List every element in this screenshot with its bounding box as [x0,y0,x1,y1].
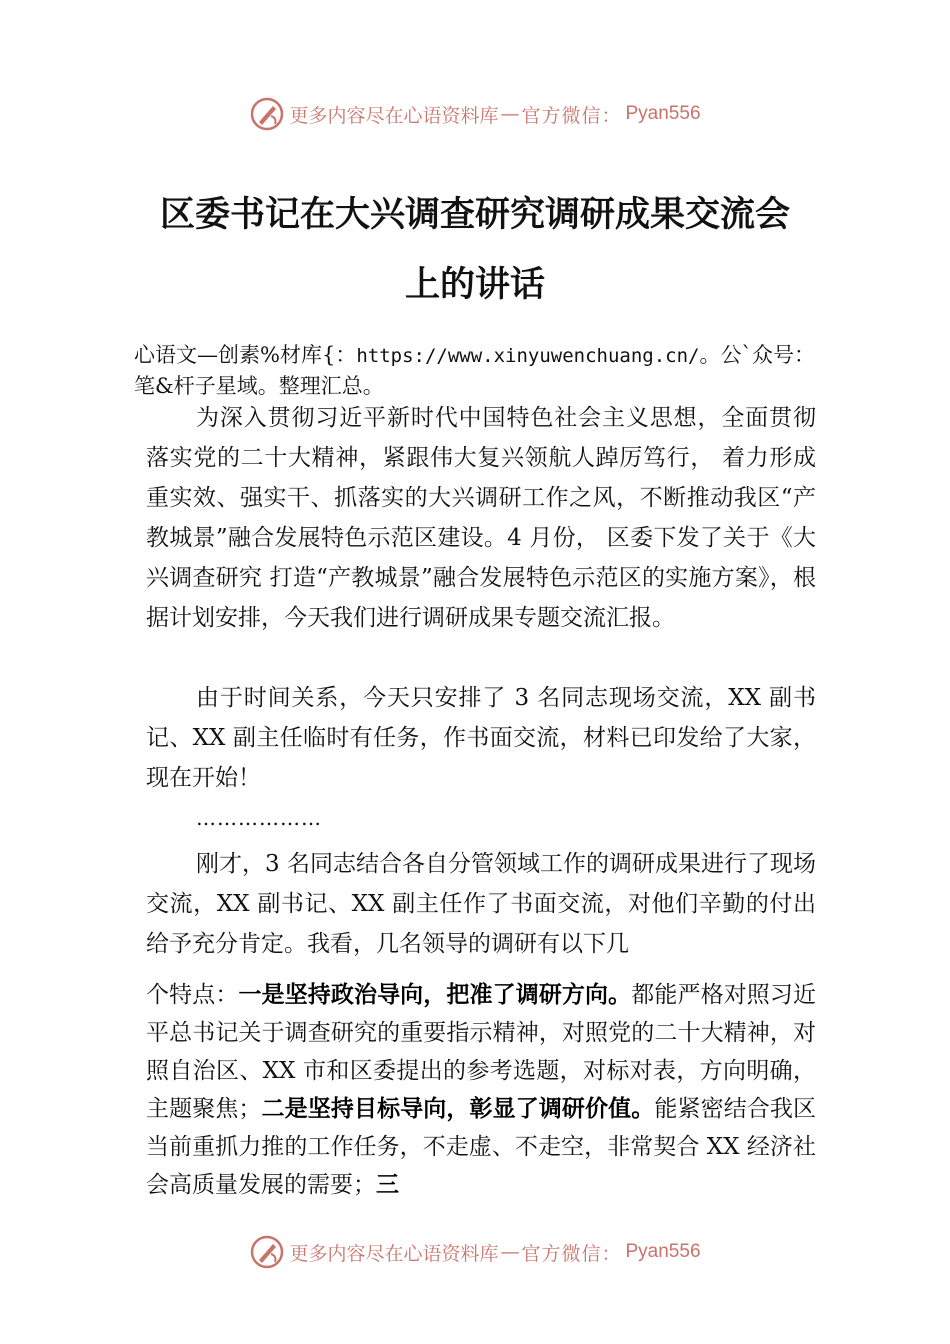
point-2-text: 能紧密结合我区当前重抓力推的工作任务，不走虚、不走空，非常契合 XX 经济社会高质量发展的需要； [146,1096,817,1198]
document-title [120,180,830,320]
pen-seal-icon [249,96,285,132]
watermark-id: Pyan556 [625,103,701,124]
watermark-text: 更多内容尽在心语资料库 [289,1242,499,1265]
point-1-heading: 一是坚持政治导向，把准了调研方向。 [238,982,632,1008]
point-2-heading: 二是坚持目标导向，彰显了调研价值。 [261,1096,655,1122]
header-watermark [0,94,950,134]
pen-seal-icon [249,1234,285,1270]
watermark-separator: — [500,1241,520,1263]
watermark-id: Pyan556 [625,1241,701,1262]
footer-watermark [0,1232,950,1272]
source-prefix: 心语文—创素%材库{： [134,343,357,367]
point-3-heading: 三 [376,1172,399,1198]
point-1-text: 都能严格对照习近平总书记关于调查研究的重要指示精神，对照党的二十大精神，对照自治区、XX 市和区委提出的参考选题，对标对表，方向明确，主题聚焦； [146,982,817,1122]
paragraph-intro: 为深入贯彻习近平新时代中国特色社会主义思想，全面贯彻落实党的二十大精神，紧跟伟大复兴领航人踔厉笃行， 着力形成重实效、强实干、抓落实的大兴调研工作之风，不断推动我区“产教城景”融合发展特色示范区建设。4 月份， 区委下发了关于《大兴调查研究 打造“产教城景”融合发展特色示范区的实施方案》，根据计划安排，今天我们进行调研成果专题交流汇报。 [146,405,816,631]
watermark-label: 官方微信： [521,104,622,127]
watermark-label: 官方微信： [521,1242,622,1265]
source-url: https://www.xinyuwenchuang.cn/ [356,345,700,367]
features-prefix: 个特点： [146,982,239,1008]
watermark-separator: — [500,103,520,125]
paragraph-features [146,976,816,1204]
watermark-text: 更多内容尽在心语资料库 [289,104,499,127]
source-note [134,340,834,401]
title-line-2: 上的讲话 [404,265,545,305]
title-line-1: 区委书记在大兴调查研究调研成果交流会 [159,195,790,235]
ellipsis-divider: ……………… [196,806,322,830]
paragraph-arrangement: 由于时间关系，今天只安排了 3 名同志现场交流，XX 副书记、XX 副主任临时有任务，作书面交流，材料已印发给了大家，现在开始！ [146,685,816,791]
paragraph-review: 刚才，3 名同志结合各自分管领域工作的调研成果进行了现场交流，XX 副书记、XX 副主任作了书面交流，对他们辛勤的付出给予充分肯定。我看，几名领导的调研有以下几 [146,851,816,957]
source-suffix: 。公`众号：笔&杆子星域。整理汇总。 [134,343,815,398]
